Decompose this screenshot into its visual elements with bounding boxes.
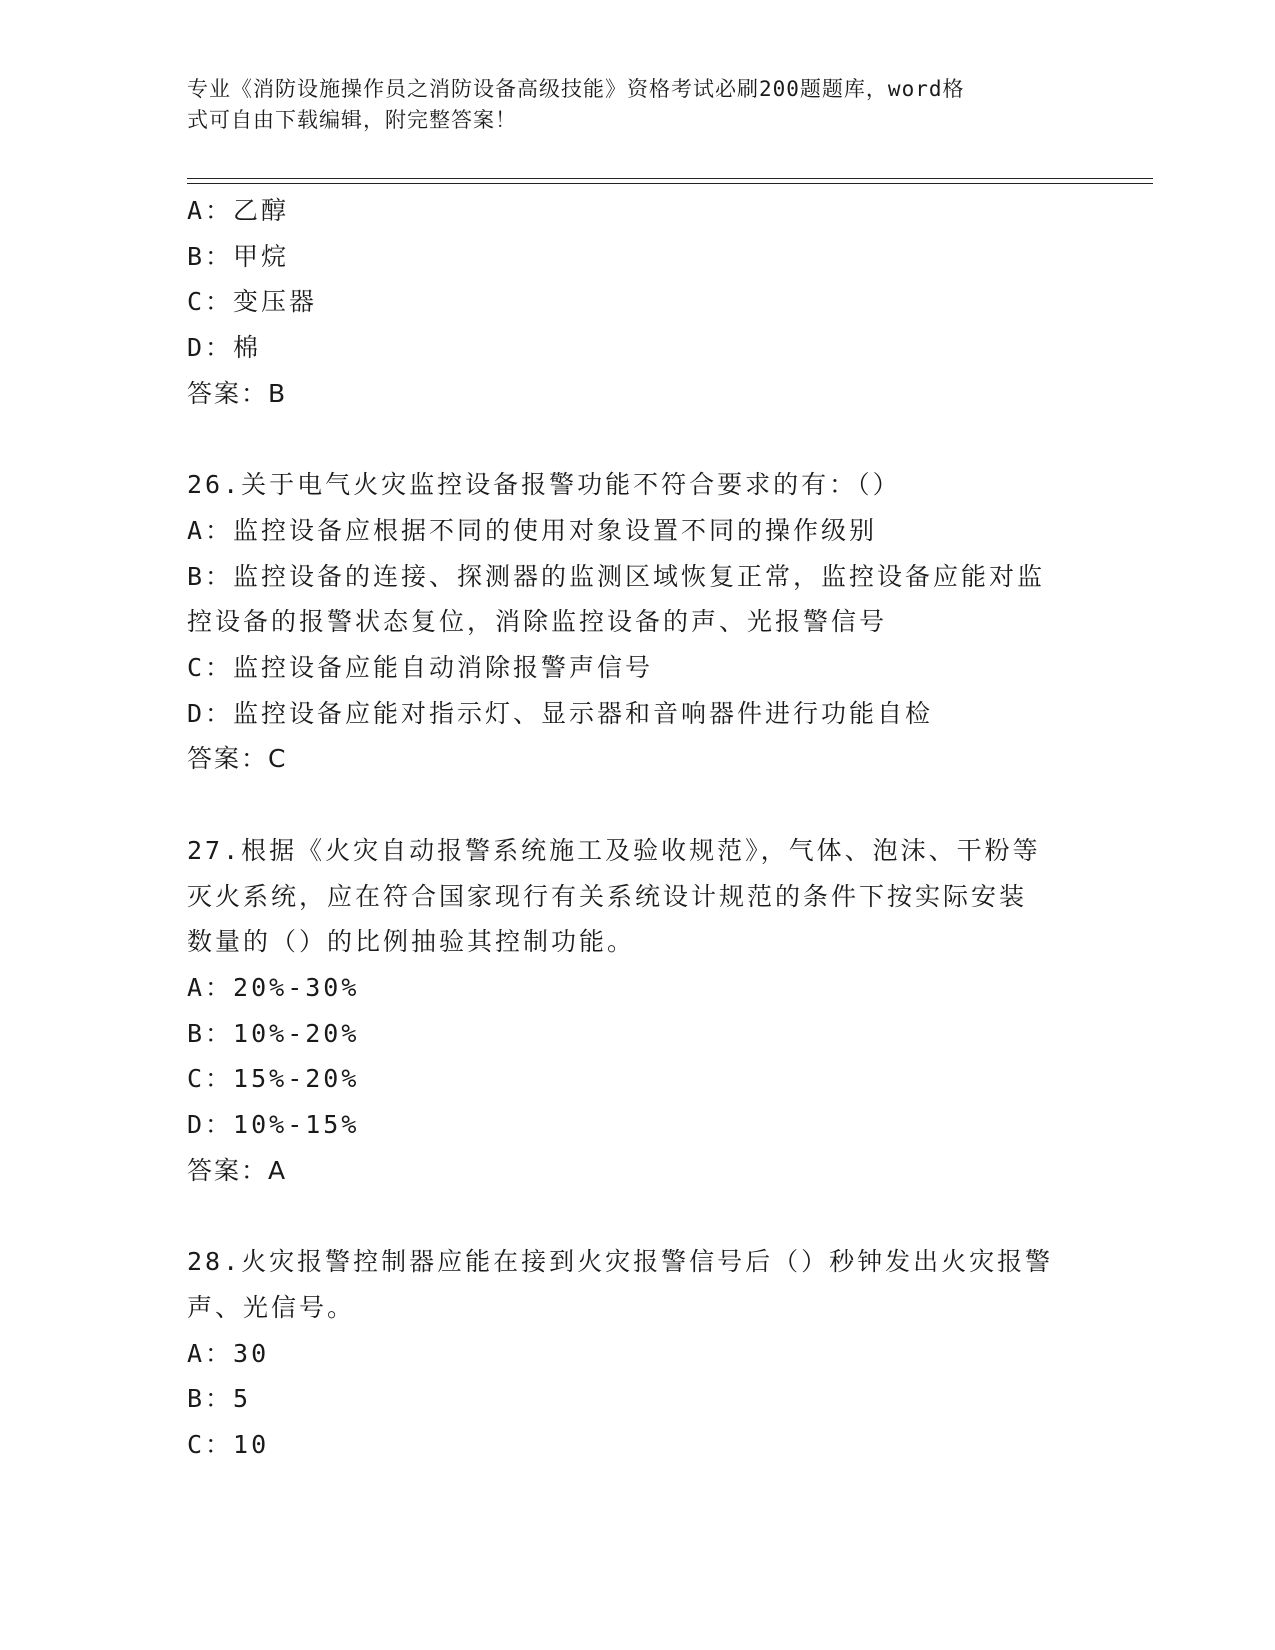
- answer: 答案：C: [187, 744, 288, 774]
- option-b: B：甲烷: [187, 241, 290, 271]
- question-stem-line-3: 数量的（）的比例抽验其控制功能。: [187, 927, 636, 957]
- option-c: C：15%-20%: [187, 1064, 360, 1094]
- question-stem-line-2: 声、光信号。: [187, 1292, 356, 1322]
- question-26: [187, 462, 1087, 782]
- option-b-continued: 控设备的报警状态复位，消除监控设备的声、光报警信号: [187, 607, 888, 637]
- option-d: D：10%-15%: [187, 1110, 360, 1140]
- question-stem: 28.火灾报警控制器应能在接到火灾报警信号后（）秒钟发出火灾报警: [187, 1247, 1054, 1277]
- spacer: [187, 1193, 1087, 1239]
- header-line-2: 式可自由下载编辑，附完整答案！: [187, 108, 517, 132]
- option-b: B：10%-20%: [187, 1018, 360, 1048]
- question-28: [187, 1239, 1087, 1468]
- document-header: [187, 74, 1087, 136]
- option-b: B：5: [187, 1384, 252, 1414]
- question-stem: 27.根据《火灾自动报警系统施工及验收规范》，气体、泡沫、干粉等: [187, 835, 1041, 865]
- answer: 答案：B: [187, 378, 288, 408]
- option-a: A：乙醇: [187, 196, 290, 225]
- option-d: D：棉: [187, 333, 262, 363]
- header-divider-top: [187, 178, 1153, 179]
- question-25: [187, 188, 1087, 417]
- option-c: C：变压器: [187, 287, 318, 317]
- option-d: D：监控设备应能对指示灯、显示器和音响器件进行功能自检: [187, 698, 934, 728]
- option-a: A：30: [187, 1338, 270, 1368]
- question-stem: 26.关于电气火灾监控设备报警功能不符合要求的有：（）: [187, 470, 901, 500]
- option-b: B：监控设备的连接、探测器的监测区域恢复正常，监控设备应能对监: [187, 561, 1046, 591]
- option-c: C：10: [187, 1429, 270, 1459]
- option-a: A：监控设备应根据不同的使用对象设置不同的操作级别: [187, 515, 878, 545]
- question-list: [187, 188, 1087, 1468]
- header-divider-bottom: [187, 183, 1153, 184]
- header-line-1: 专业《消防设施操作员之消防设备高级技能》资格考试必刷200题题库，word格: [187, 77, 965, 101]
- spacer: [187, 417, 1087, 463]
- option-c: C：监控设备应能自动消除报警声信号: [187, 653, 654, 683]
- spacer: [187, 782, 1087, 828]
- answer: 答案：A: [187, 1155, 288, 1185]
- option-a: A：20%-30%: [187, 972, 360, 1002]
- question-stem-line-2: 灭火系统，应在符合国家现行有关系统设计规范的条件下按实际安装: [187, 881, 1028, 911]
- question-27: [187, 828, 1087, 1194]
